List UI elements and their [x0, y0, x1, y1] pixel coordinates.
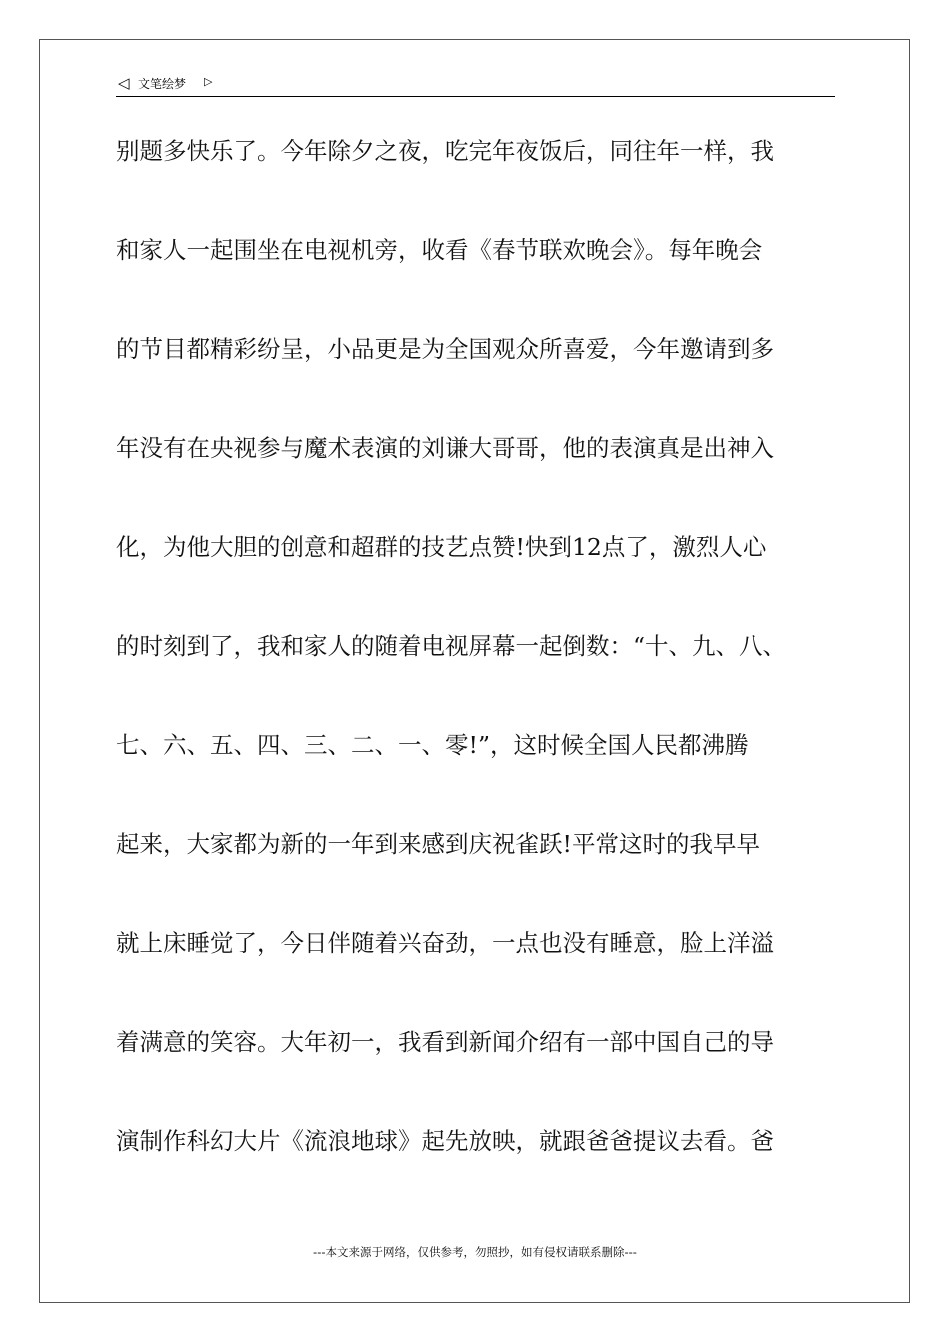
page-footer: ---本文来源于网络，仅供参考，勿照抄，如有侵权请联系删除---: [313, 1245, 637, 1259]
text-line: 别题多快乐了。今年除夕之夜，吃完年夜饭后，同往年一样，我: [116, 137, 774, 165]
text-line: 的节目都精彩纷呈，小品更是为全国观众所喜爱，今年邀请到多: [116, 335, 774, 363]
header-title: 文笔绘梦: [138, 77, 187, 91]
text-line: 和家人一起围坐在电视机旁，收看《春节联欢晚会》。每年晚会: [116, 236, 763, 264]
text-line: 着满意的笑容。大年初一，我看到新闻介绍有一部中国自己的导: [116, 1028, 774, 1056]
page-border: [39, 39, 910, 1303]
text-line: 化，为他大胆的创意和超群的技艺点赞!快到12点了，激烈人心: [116, 533, 767, 561]
triangle-right-icon: ▷: [204, 75, 213, 88]
text-line: 的时刻到了，我和家人的随着电视屏幕一起倒数：“十、九、八、: [116, 632, 787, 660]
text-line: 年没有在央视参与魔术表演的刘谦大哥哥，他的表演真是出神入: [116, 434, 774, 462]
triangle-left-icon: ◁: [118, 74, 130, 92]
text-line: 七、六、五、四、三、二、一、零!”，这时候全国人民都沸腾: [116, 731, 749, 759]
page-header: [116, 72, 835, 97]
text-line: 起来，大家都为新的一年到来感到庆祝雀跃!平常这时的我早早: [116, 830, 760, 858]
text-line: 就上床睡觉了，今日伴随着兴奋劲，一点也没有睡意，脸上洋溢: [116, 929, 774, 957]
text-line: 演制作科幻大片《流浪地球》起先放映，就跟爸爸提议去看。爸: [116, 1127, 774, 1155]
